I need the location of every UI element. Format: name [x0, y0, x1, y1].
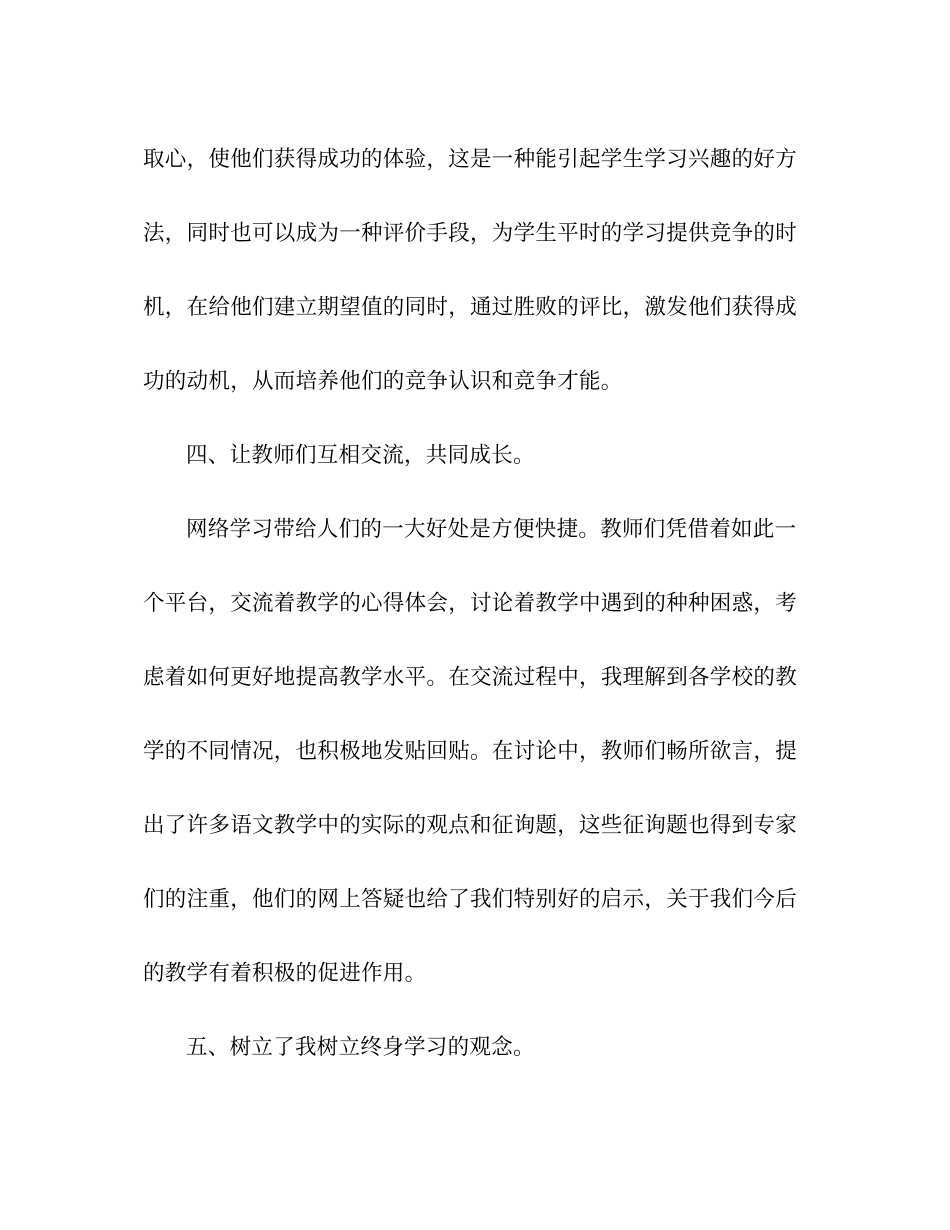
paragraph-line: 网络学习带给人们的一大好处是方便快捷。教师们凭借着如此一 — [186, 517, 797, 542]
paragraph-line: 个平台，交流着教学的心得体会，讨论着教学中遇到的种种困惑，考 — [143, 591, 798, 616]
paragraph-line: 取心，使他们获得成功的体验，这是一种能引起学生学习兴趣的好方 — [143, 147, 798, 172]
paragraph-line: 法，同时也可以成为一种评价手段，为学生平时的学习提供竞争的时 — [143, 221, 798, 246]
paragraph-line: 学的不同情况，也积极地发贴回贴。在讨论中，教师们畅所欲言，提 — [143, 739, 798, 764]
section-heading: 四、让教师们互相交流，共同成长。 — [186, 443, 535, 468]
paragraph-line: 们的注重，他们的网上答疑也给了我们特别好的启示，关于我们今后 — [143, 887, 798, 912]
section-heading: 五、树立了我树立终身学习的观念。 — [186, 1035, 535, 1060]
paragraph-line: 虑着如何更好地提高教学水平。在交流过程中，我理解到各学校的教 — [143, 665, 798, 690]
paragraph-line: 的教学有着积极的促进作用。 — [143, 961, 427, 986]
paragraph-line: 机，在给他们建立期望值的同时，通过胜败的评比，激发他们获得成 — [143, 295, 798, 320]
paragraph-line: 功的动机，从而培养他们的竞争认识和竞争才能。 — [143, 369, 623, 394]
paragraph-line: 出了许多语文教学中的实际的观点和征询题，这些征询题也得到专家 — [143, 813, 798, 838]
